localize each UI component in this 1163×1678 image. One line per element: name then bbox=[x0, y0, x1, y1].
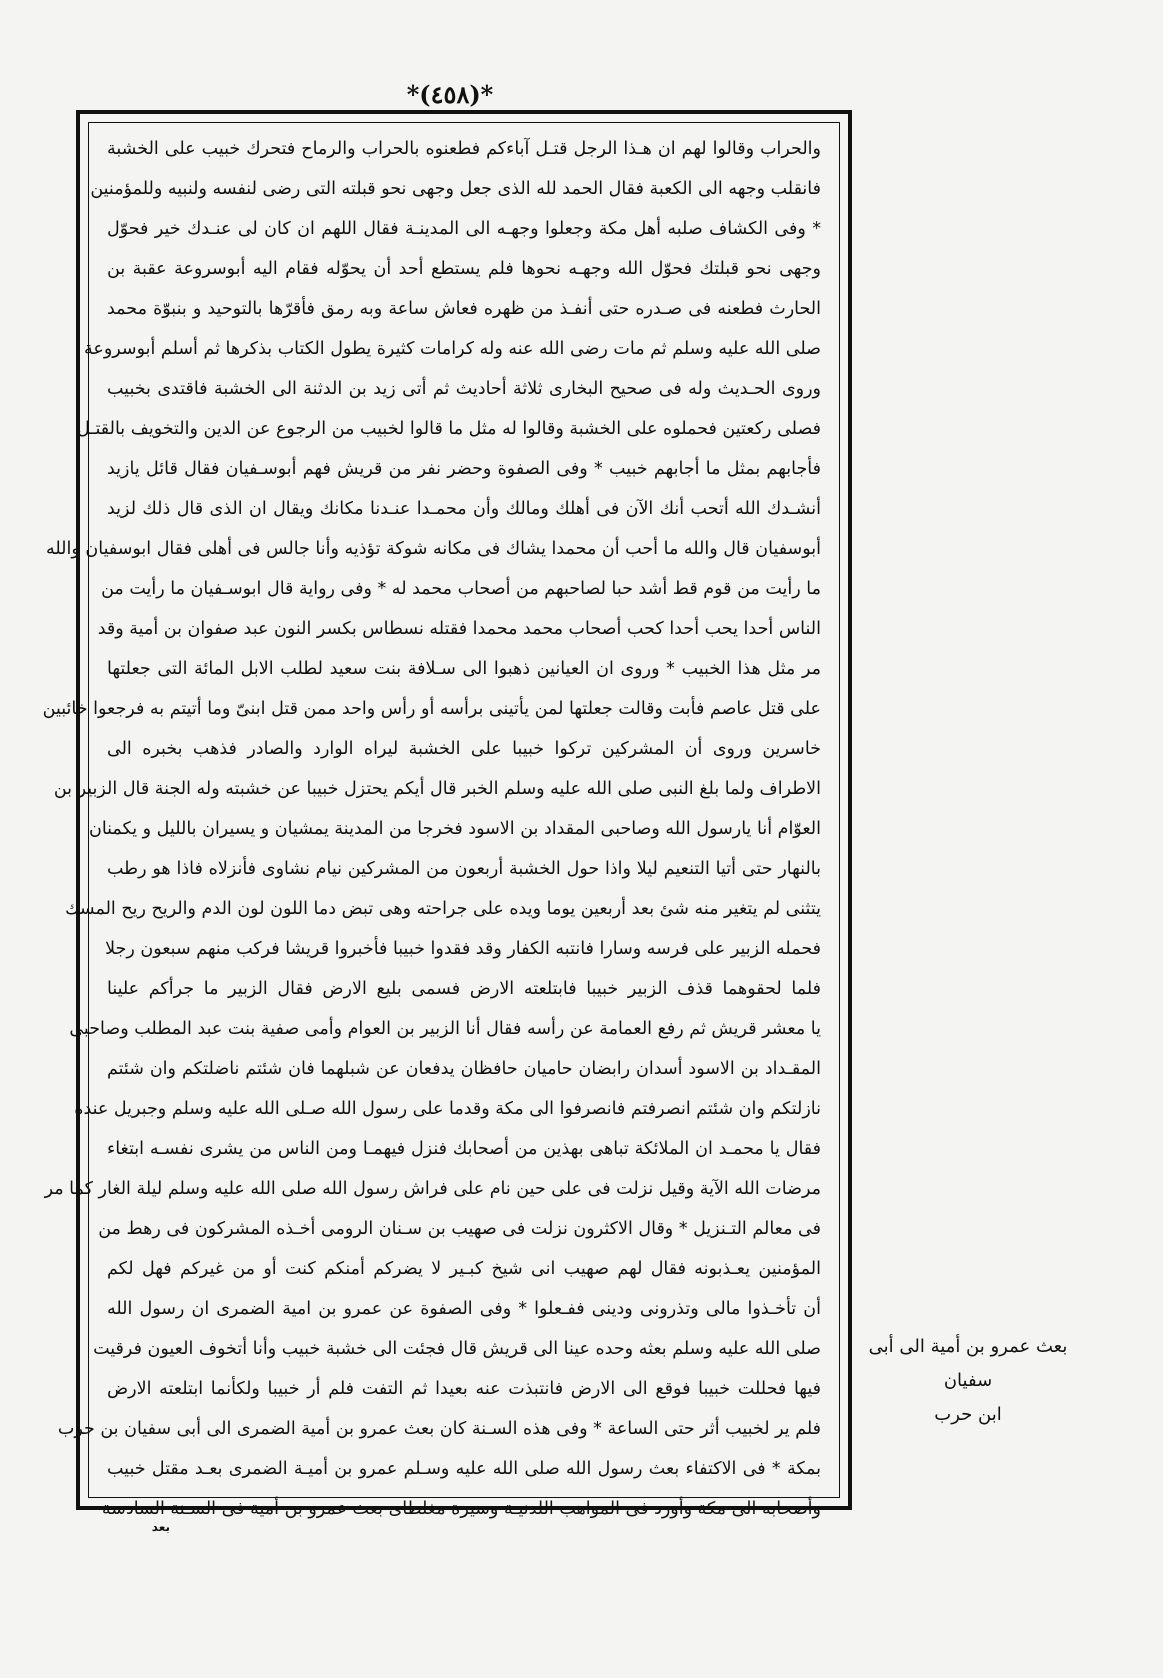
text-line: مرضات الله الآية وقيل نزلت فى على حين نام على فراش رسول الله صلى الله عليه وسلم ليلة الغار كما مر bbox=[44, 1179, 821, 1199]
text-line: نازلتكم وان شئتم انصرفتم فانصرفوا الى مكة وقدما على رسول الله صـلى الله عليه وسلم وجبريل عنده bbox=[74, 1099, 821, 1119]
text-line: وروى الحـديث وله فى صحيح البخارى ثلاثة أحاديث ثم أتى زيد بن الدثنة الى الخشبة فاقتدى بخبيب bbox=[107, 379, 821, 399]
text-line: صلى الله عليه وسلم بعثه وحده عينا الى قريش قال فجئت الى خشبة خبيب وأنا أتخوف العيون فرقيت bbox=[93, 1339, 821, 1359]
page-frame-inner bbox=[42, 122, 840, 1519]
text-line: ما رأيت من قوم قط أشد حبا لصاحبهم من أصحاب محمد له * وفى رواية قال ابوسـفيان ما رأيت من bbox=[101, 579, 821, 599]
main-text bbox=[42, 129, 821, 1519]
text-line: فيها فحللت خبيبا فوقع الى الارض فانتبذت عنه بعيدا ثم التفت فلم أر خبيبا ولكأنما ابتلعته الارض bbox=[107, 1379, 821, 1399]
text-line: الاطراف ولما بلغ النبى صلى الله عليه وسلم الخبر قال أيكم يحتزل خبيبا عن خشبته وله الجنة قال الزبير بن bbox=[53, 779, 821, 799]
text-line: وجهى نحو قبلتك فحوّل الله وجهـه نحوها فلم يستطع أحد أن يحوّله فقام اليه أبوسروعة عقبة بن bbox=[107, 259, 821, 279]
text-line: يتثنى لم يتغير منه شئ بعد أربعين يوما ويده على جراحته وهى تبض دما اللون لون الدم والريح ريح المسك bbox=[65, 899, 821, 919]
text-line: أن تأخـذوا مالى وتذرونى ودينى ففـعلوا * وفى الصفوة عن عمرو بن امية الضمرى ان رسول الله bbox=[107, 1299, 821, 1319]
text-line: خاسرين وروى أن المشركين تركوا خبيبا على الخشبة ليراه الوارد والصادر فذهب بخبره الى bbox=[107, 739, 821, 759]
text-line: العوّام أنا يارسول الله وصاحبى المقداد بن الاسود فخرجا من المدينة يمشيان و يسيران بالليل و يكمنان bbox=[88, 819, 821, 839]
text-line: مر مثل هذا الخبيب * وروى ان العيانين ذهبوا الى سـلافة بنت سعيد لطلب الابل المائة التى جعلتها bbox=[107, 659, 821, 679]
text-line: الناس أحدا يحب أحدا كحب أصحاب محمد محمدا فقتله نسطاس بكسر النون عبد صفوان بن أمية وقد bbox=[97, 619, 821, 639]
page-frame bbox=[42, 110, 852, 1519]
text-line: يا معشر قريش ثم رفع العمامة عن رأسه فقال أنا الزبير بن العوام وأمى صفية بنت عبد المطلب وصاحبى bbox=[69, 1019, 821, 1039]
text-line: بمكة * فى الاكتفاء بعث رسول الله صلى الله عليه وسـلم عمرو بن أميـة الضمرى بعـد مقتل خبيب bbox=[107, 1459, 821, 1479]
text-line: والحراب وقالوا لهم ان هـذا الرجل قتـل آباءكم فطعنوه بالحراب والرماح فتحرك خبيب على الخشبة bbox=[107, 139, 821, 159]
text-line: فلم ير لخبيب أثر حتى الساعة * وفى هذه السـنة كان بعث عمرو بن أمية الضمرى الى أبى سفيان بن حرب bbox=[57, 1419, 821, 1439]
page-number: *(٤٥٨)* bbox=[406, 80, 494, 109]
text-line: المقـداد بن الاسود أسدان رابضان حاميان حافظان يدفعان عن شبلهما فان شئتم ناضلتكم وان شئتم bbox=[107, 1059, 821, 1079]
text-line: فى معالم التـنزيل * وقال الاكثرون نزلت فى صهيب بن سـنان الرومى أخـذه المشركون فى رهط من bbox=[98, 1219, 821, 1239]
margin-note-line: ابن حرب bbox=[934, 1404, 1002, 1425]
text-line: فحمله الزبير على فرسه وسارا فانتبه الكفار وقد فقدوا خبيبا فأخبروا قريشا فركب منهم سبعون رجلا bbox=[105, 939, 821, 959]
text-line: فصلى ركعتين فحملوه على الخشبة وقالوا له مثل ما قالوا لخبيب من الرجوع عن الدين والتخويف بالقتـل bbox=[77, 419, 821, 439]
text-line: * وفى الكشاف صلبه أهل مكة وجعلوا وجهـه الى المدينـة فقال اللهم ان كان لى عنـدك خير فحوّل bbox=[107, 219, 821, 239]
text-line: المؤمنين يعـذبونه فقال لهم صهيب انى شيخ كبـير لا يضركم أمنكم كنت أو من غيركم فهل لكم bbox=[107, 1259, 821, 1279]
text-line: أنشـدك الله أتحب أنك الآن فى أهلك ومالك وأن محمـدا عنـدنا مكانك ويقال ان الذى قال ذلك لزيد bbox=[107, 499, 821, 519]
text-line: على قتل عاصم فأبت وقالت جعلتها لمن يأتينى برأسه أو رأس واحد ممن قتل ابنىّ وما أتيتم به فرجعوا خائبين bbox=[42, 699, 821, 719]
text-line: صلى الله عليه وسلم ثم مات رضى الله عنه وله كرامات كثيرة يطول الكتاب بذكرها ثم أسلم أبوسروعة bbox=[84, 339, 821, 359]
text-line: الحارث فطعنه فى صـدره حتى أنفـذ من ظهره فعاش ساعة وبه رمق فأقرّها بالتوحيد و بنبوّة محمد bbox=[107, 299, 821, 319]
text-line: فأجابهم بمثل ما أجابهم خبيب * وفى الصفوة وحضر نفر من قريش فهم أبوسـفيان فقال قائل يازيد bbox=[107, 459, 821, 479]
text-line: فانقلب وجهه الى الكعبة فقال الحمد لله الذى جعل وجهى نحو قبلته التى رضى لنفسه ولنبيه وللمؤمنين bbox=[90, 179, 821, 199]
text-line: فلما لحقوهما قذف الزبير خبيبا فابتلعته الارض فسمى بليع الارض فقال الزبير ما جرأكم علينا bbox=[107, 979, 821, 999]
text-line: فقال يا محمـد ان الملائكة تباهى بهذين من أصحابك فنزل فيهمـا ومن الناس من يشرى نفسـه ابتغاء bbox=[107, 1139, 821, 1159]
text-line: أبوسفيان قال والله ما أحب أن محمدا يشاك فى مكانه شوكة تؤذيه وأنا جالس فى أهلى فقال ابوسفيان والله bbox=[46, 539, 821, 559]
margin-note-line: بعث عمرو بن أمية الى أبى سفيان bbox=[868, 1336, 1068, 1391]
text-line: وأصحابه الى مكة وأورد فى المواهب اللدنيـة وسيرة مغلطاى بعث عمرو بن أمية فى السـنة السادسة bbox=[101, 1499, 821, 1519]
margin-note bbox=[858, 1330, 1078, 1432]
text-line: بالنهار حتى أتيا التنعيم ليلا واذا حول الخشبة أربعون من المشركين نيام نشاوى فأنزلاه فاذا هو رطب bbox=[107, 859, 821, 879]
catchword: بعد bbox=[151, 1520, 170, 1534]
